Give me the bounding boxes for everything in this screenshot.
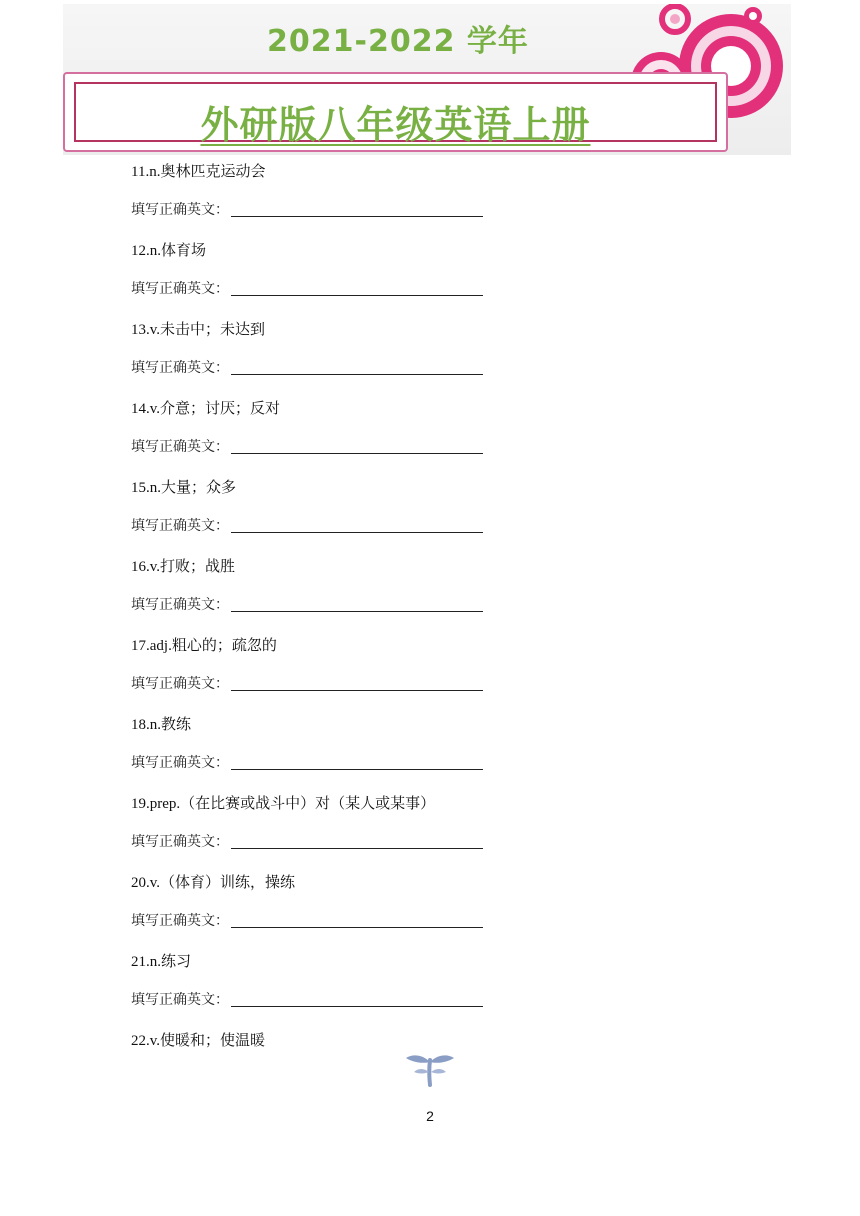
question-meaning: 大量；众多 (161, 478, 237, 496)
fill-label: 填写正确英文： (131, 676, 229, 692)
school-year: 2021-2022 学年 (267, 24, 529, 59)
question-item-18 (131, 713, 731, 752)
question-item-11 (131, 160, 731, 199)
answer-blank[interactable] (231, 199, 483, 217)
fill-label: 填写正确英文： (131, 518, 229, 534)
question-item-16 (131, 555, 731, 594)
question-number: 20.v. (131, 875, 161, 891)
question-item-13 (131, 318, 731, 357)
answer-blank[interactable] (231, 278, 483, 296)
answer-row-11 (131, 199, 731, 239)
question-item-19 (131, 792, 731, 831)
answer-row-16 (131, 594, 731, 634)
answer-blank[interactable] (231, 515, 483, 533)
answer-row-13 (131, 357, 731, 397)
answer-blank[interactable] (231, 910, 483, 928)
page-number: 2 (426, 1108, 434, 1124)
answer-blank[interactable] (231, 752, 483, 770)
question-number: 21.n. (131, 954, 161, 970)
question-number: 17.adj. (131, 638, 172, 654)
question-number: 18.n. (131, 717, 161, 733)
question-number: 13.v. (131, 322, 161, 338)
question-meaning: 教练 (161, 715, 192, 733)
answer-blank[interactable] (231, 831, 483, 849)
answer-row-21 (131, 989, 731, 1029)
question-meaning: 打败；战胜 (160, 557, 236, 575)
answer-blank[interactable] (231, 357, 483, 375)
question-number: 19.prep. (131, 796, 181, 812)
question-item-20 (131, 871, 731, 910)
fill-label: 填写正确英文： (131, 360, 229, 376)
answer-blank[interactable] (231, 673, 483, 691)
question-meaning: 使暖和；使温暖 (160, 1031, 266, 1049)
question-number: 22.v. (131, 1033, 161, 1049)
question-item-15 (131, 476, 731, 515)
question-item-14 (131, 397, 731, 436)
question-meaning: （在比赛或战斗中）对（某人或某事） (180, 794, 436, 812)
question-meaning: 粗心的；疏忽的 (171, 636, 277, 654)
answer-blank[interactable] (231, 989, 483, 1007)
fill-label: 填写正确英文： (131, 439, 229, 455)
answer-row-14 (131, 436, 731, 476)
exercise-list (131, 160, 731, 1068)
fill-label: 填写正确英文： (131, 834, 229, 850)
question-number: 16.v. (131, 559, 161, 575)
question-number: 14.v. (131, 401, 161, 417)
answer-blank[interactable] (231, 594, 483, 612)
question-meaning: 介意；讨厌；反对 (160, 399, 281, 417)
leaf-ornament-icon (404, 1052, 456, 1088)
question-meaning: （体育）训练，操练 (160, 873, 296, 891)
fill-label: 填写正确英文： (131, 992, 229, 1008)
answer-row-15 (131, 515, 731, 555)
fill-label: 填写正确英文： (131, 281, 229, 297)
fill-label: 填写正确英文： (131, 202, 229, 218)
header-banner (63, 4, 791, 155)
page-title: 外研版八年级英语上册 (200, 103, 591, 147)
question-meaning: 体育场 (161, 241, 207, 259)
question-item-12 (131, 239, 731, 278)
question-meaning: 未击中；未达到 (160, 320, 266, 338)
question-number: 12.n. (131, 243, 161, 259)
title-frame (63, 72, 728, 152)
answer-row-19 (131, 831, 731, 871)
answer-row-12 (131, 278, 731, 318)
question-meaning: 奥林匹克运动会 (160, 162, 266, 180)
question-item-21 (131, 950, 731, 989)
question-number: 15.n. (131, 480, 161, 496)
question-meaning: 练习 (161, 952, 192, 970)
fill-label: 填写正确英文： (131, 597, 229, 613)
answer-row-18 (131, 752, 731, 792)
question-item-17 (131, 634, 731, 673)
fill-label: 填写正确英文： (131, 755, 229, 771)
title-inner-frame (74, 82, 717, 147)
answer-row-17 (131, 673, 731, 713)
fill-label: 填写正确英文： (131, 913, 229, 929)
answer-row-20 (131, 910, 731, 950)
question-number: 11.n. (131, 164, 161, 180)
answer-blank[interactable] (231, 436, 483, 454)
